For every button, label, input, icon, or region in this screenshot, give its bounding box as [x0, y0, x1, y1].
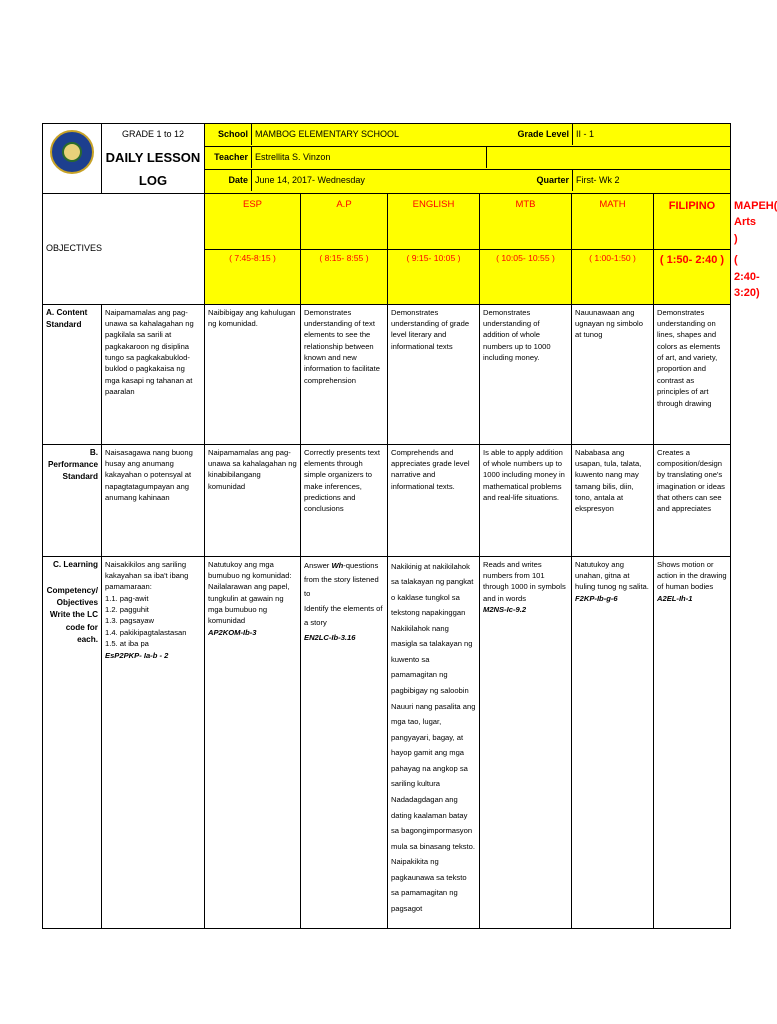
lc-math-code: M2NS-Ic-9.2	[483, 605, 527, 615]
quarter-value: First- Wk 2	[576, 175, 620, 186]
performance-filipino: Nababasa ang usapan, tula, talata, kuwento nang may tamang bilis, diin, tono, antala at ekspresyon	[572, 444, 654, 556]
lc-esp-item: 1.1. pag-awit	[105, 593, 149, 603]
lc-filipino-code: F2KP-Ib-g-6	[575, 593, 618, 603]
lc-ap-code: AP2KOM-Ib-3	[208, 627, 257, 637]
teacher-label: Teacher	[205, 147, 252, 168]
title-line2: LOG	[138, 173, 168, 188]
content-filipino: Nauunawaan ang ugnayan ng simbolo at tunog	[572, 304, 654, 444]
grade-level-value: II - 1	[576, 128, 595, 139]
content-english: Demonstrates understanding of text elements to see the relationship between known and new information to facilitate comprehension	[301, 304, 388, 444]
lc-english-answer	[304, 559, 384, 602]
content-mapeh: Demonstrates understanding on lines, shapes and colors as elements of art, and variety, proportion and contrast as principles of art through drawing	[654, 304, 731, 444]
lc-ap	[205, 556, 301, 928]
lc-mapeh	[654, 556, 731, 928]
school-row	[205, 124, 731, 147]
subject-english: ENGLISH	[388, 193, 480, 250]
subject-mtb: MTB	[480, 193, 572, 250]
school-seal-icon	[50, 130, 94, 174]
subject-ap: A.P	[301, 193, 388, 250]
time-filipino: ( 1:50- 2:40 )	[654, 250, 731, 305]
performance-english: Correctly presents text elements through simple organizers to make inferences, predictions and conclusions	[301, 444, 388, 556]
lc-english-identify: Identify the elements of a story	[304, 603, 383, 628]
lc-ap-line: komunidad	[208, 616, 246, 626]
subject-math: MATH	[572, 193, 654, 250]
date-value: June 14, 2017- Wednesday	[255, 175, 365, 186]
lc-esp-intro: Naisakikilos ang sariling kakayahan sa iba't ibang pamamaraan:	[105, 559, 189, 592]
lc-mtb: Nakikinig at nakikilahok sa talakayan ng pangkat o kaklase tungkol sa tekstong napakinggan Nakikilahok nang masigla sa talakayan ng kuwento sa pamamagitan ng pagbibigay ng saloobin Nauuri nang pasalita ang mga tao, lugar, pangyayari, bagay, at hayop gamit ang mga pahayag na angkop sa sariling kultura Nadadagdagan ang dating kaalaman batay sa bagongimpormasyon mula sa binasang teksto. Naipakikita ng pagkaunawa sa teksto sa pamamagitan ng pagsagot	[388, 556, 480, 928]
title-cell	[102, 124, 205, 194]
grade-level-label: Grade Level	[483, 124, 573, 145]
subject-esp: ESP	[205, 193, 301, 250]
quarter-label: Quarter	[483, 170, 573, 191]
lc-filipino-text: Natutukoy ang unahan, gitna at huling tunog ng salita.	[575, 559, 649, 592]
teacher-row	[205, 147, 731, 170]
performance-mapeh: Creates a composition/design by translating one's imagination or ideas that others can see and appreciates	[654, 444, 731, 556]
lc-esp-item: 1.5. at iba pa	[105, 639, 149, 649]
time-mtb: ( 10:05- 10:55 )	[480, 250, 572, 305]
learning-competency-label	[43, 556, 102, 928]
answer-suffix: -questions from the story listened to	[304, 560, 379, 599]
performance-standard-label: B. Performance Standard	[43, 444, 102, 556]
lc-label-1: C. Learning	[52, 559, 98, 569]
time-english: ( 9:15- 10:05 )	[388, 250, 480, 305]
blank-cell	[486, 147, 730, 168]
lc-label-2: Competency/ Objectives	[46, 585, 98, 608]
time-esp: ( 7:45-8:15 )	[205, 250, 301, 305]
performance-esp: Naisasagawa nang buong husay ang anumang kakayahan o potensyal at napagtatagumpayan ang anumang kahinaan	[102, 444, 205, 556]
logo-cell	[43, 124, 102, 194]
lc-mapeh-text: Shows motion or action in the drawing of human bodies	[657, 559, 727, 592]
lc-esp-item: 1.4. pakikipagtalastasan	[105, 627, 187, 637]
lc-ap-line: Nailalarawan ang papel, tungkulin at gawain ng mga bumubuo ng	[208, 582, 290, 615]
teacher-name: Estrellita S. Vinzon	[255, 151, 331, 162]
title-line1: DAILY LESSON	[105, 149, 201, 165]
wh-text: Wh	[331, 560, 344, 570]
performance-math: Is able to apply addition of whole numbers up to 1000 including money in mathematical problems and real-life situations.	[480, 444, 572, 556]
daily-lesson-log-table: GRADE 1 to 12 DAILY LESSON LOG School MAMBOG ELEMENTARY SCHOOL Grade Level II - 1 Teacher Estrellita S. Vinzon Date June 14, 2017- Wednesday Quarter First- Wk 2 OBJECTIVES ESP A.P ENGLISH MTB MATH FILIPINO MAPEH( Arts ) ( 7:45-8:15 ) ( 8:15- 8:55 ) ( 9:15- 10:05 ) ( 10:05- 10:55 ) ( 1:00-1:50 ) ( 1:50- 2:40 ) ( 2:40-3:20) A. Content Standard Naipamamalas ang pag-unawa sa kahalagahan ng pagkilala sa sarili at pagkakaroon ng disiplina tungo sa pagkakabuklod-buklod o pagkakaisa ng mga kasapi ng tahanan at paaralan Naibibigay ang kahulugan ng komunidad. Demonstrates understanding of text elements to see the relationship between known and new information to facilitate comprehension Demonstrates understanding of grade level literary and informational texts Demonstrates understanding of addition of whole numbers up to 1000 including money. Nauunawaan ang ugnayan ng simbolo at tunog Demonstrates understanding on lines, shapes and colors as elements of art, and variety, proportion and contrast as principles of art through drawing B. Performance Standard Naisasagawa nang buong husay ang anumang kakayahan o potensyal at napagtatagumpayan ang anumang kahinaan Naipamamalas ang pag-unawa sa kahalagahan ng kinabibilangang komunidad Correctly presents text elements through simple organizers to make inferences, predictions and conclusions Comprehends and appreciates grade level narrative and informational texts. Is able to apply addition of whole numbers up to 1000 including money in mathematical problems and real-life situations. Nababasa ang usapan, tula, talata, kuwento nang may tamang bilis, diin, tono, antala at ekspresyon Creates a composition/design by translating one's imagination or ideas that others can see and appreciates C. Learning Competency/ Objectives Write the LC code for each. Naisakikilos ang sariling kakayahan sa iba't ibang pamamaraan: 1.1. pag-awit 1.2. pagguhit 1.3. pagsayaw 1.4. pakikipagtalastasan 1.5. at iba pa EsP2PKP- Ia-b - 2 Natutukoy ang mga bumubuo ng komunidad: Nailalarawan ang papel, tungkulin at gawain ng mga bumubuo ng komunidad AP2KOM-Ib-3 Answer Wh-questions from the story listened to Identify the elements of a story EN2LC-Ib-3.16 Nakikinig at nakikilahok sa talakayan ng pangkat o kaklase tungkol sa tekstong napakinggan Nakikilahok nang masigla sa talakayan ng kuwento sa pamamagitan ng pagbibigay ng saloobin Nauuri nang pasalita ang mga tao, lugar, pangyayari, bagay, at hayop gamit ang mga pahayag na angkop sa sariling kultura Nadadagdagan ang dating kaalaman batay sa bagongimpormasyon mula sa binasang teksto. Naipakikita ng pagkaunawa sa teksto sa pamamagitan ng pagsagot Reads and writes numbers from 101 through 1000 in symbols and in words M2NS-Ic-9.2 Natutukoy ang unahan, gitna at huling tunog ng salita. F2KP-Ib-g-6 Shows motion or action in the drawing of human bodies A2EL-Ih-1	[42, 123, 731, 929]
date-label: Date	[205, 170, 252, 191]
grade-range: GRADE 1 to 12	[121, 129, 185, 139]
performance-mtb: Comprehends and appreciates grade level narrative and informational texts.	[388, 444, 480, 556]
content-standard-label: A. Content Standard	[43, 304, 102, 444]
time-ap: ( 8:15- 8:55 )	[301, 250, 388, 305]
school-label: School	[205, 124, 252, 145]
school-name: MAMBOG ELEMENTARY SCHOOL	[255, 128, 400, 139]
lc-filipino	[572, 556, 654, 928]
performance-ap: Naipamamalas ang pag-unawa sa kahalagahan ng kinabibilangang komunidad	[205, 444, 301, 556]
objectives-label-cell	[43, 193, 205, 304]
answer-prefix: Answer	[304, 560, 330, 570]
lc-english	[301, 556, 388, 928]
objectives-label: OBJECTIVES	[46, 242, 103, 253]
lc-esp-code: EsP2PKP- Ia-b - 2	[105, 650, 169, 660]
lc-math-text: Reads and writes numbers from 101 through 1000 in symbols and in words	[483, 559, 566, 603]
content-esp: Naipamamalas ang pag-unawa sa kahalagahan ng pagkilala sa sarili at pagkakaroon ng disiplina tungo sa pagkakabuklod-buklod o pagkakaisa ng mga kasapi ng tahanan at paaralan	[102, 304, 205, 444]
lc-esp-item: 1.2. pagguhit	[105, 605, 149, 615]
date-row	[205, 170, 731, 193]
content-mtb: Demonstrates understanding of grade level literary and informational texts	[388, 304, 480, 444]
content-math: Demonstrates understanding of addition of whole numbers up to 1000 including money.	[480, 304, 572, 444]
lc-esp	[102, 556, 205, 928]
lc-label-3: Write the LC code for each.	[49, 610, 98, 644]
lc-math	[480, 556, 572, 928]
subject-filipino: FILIPINO	[654, 193, 731, 250]
lc-mapeh-code: A2EL-Ih-1	[657, 593, 693, 603]
lc-ap-line: Natutukoy ang mga bumubuo ng komunidad:	[208, 559, 292, 580]
lc-english-code: EN2LC-Ib-3.16	[304, 632, 356, 642]
content-ap: Naibibigay ang kahulugan ng komunidad.	[205, 304, 301, 444]
lc-esp-item: 1.3. pagsayaw	[105, 616, 154, 626]
time-math: ( 1:00-1:50 )	[572, 250, 654, 305]
